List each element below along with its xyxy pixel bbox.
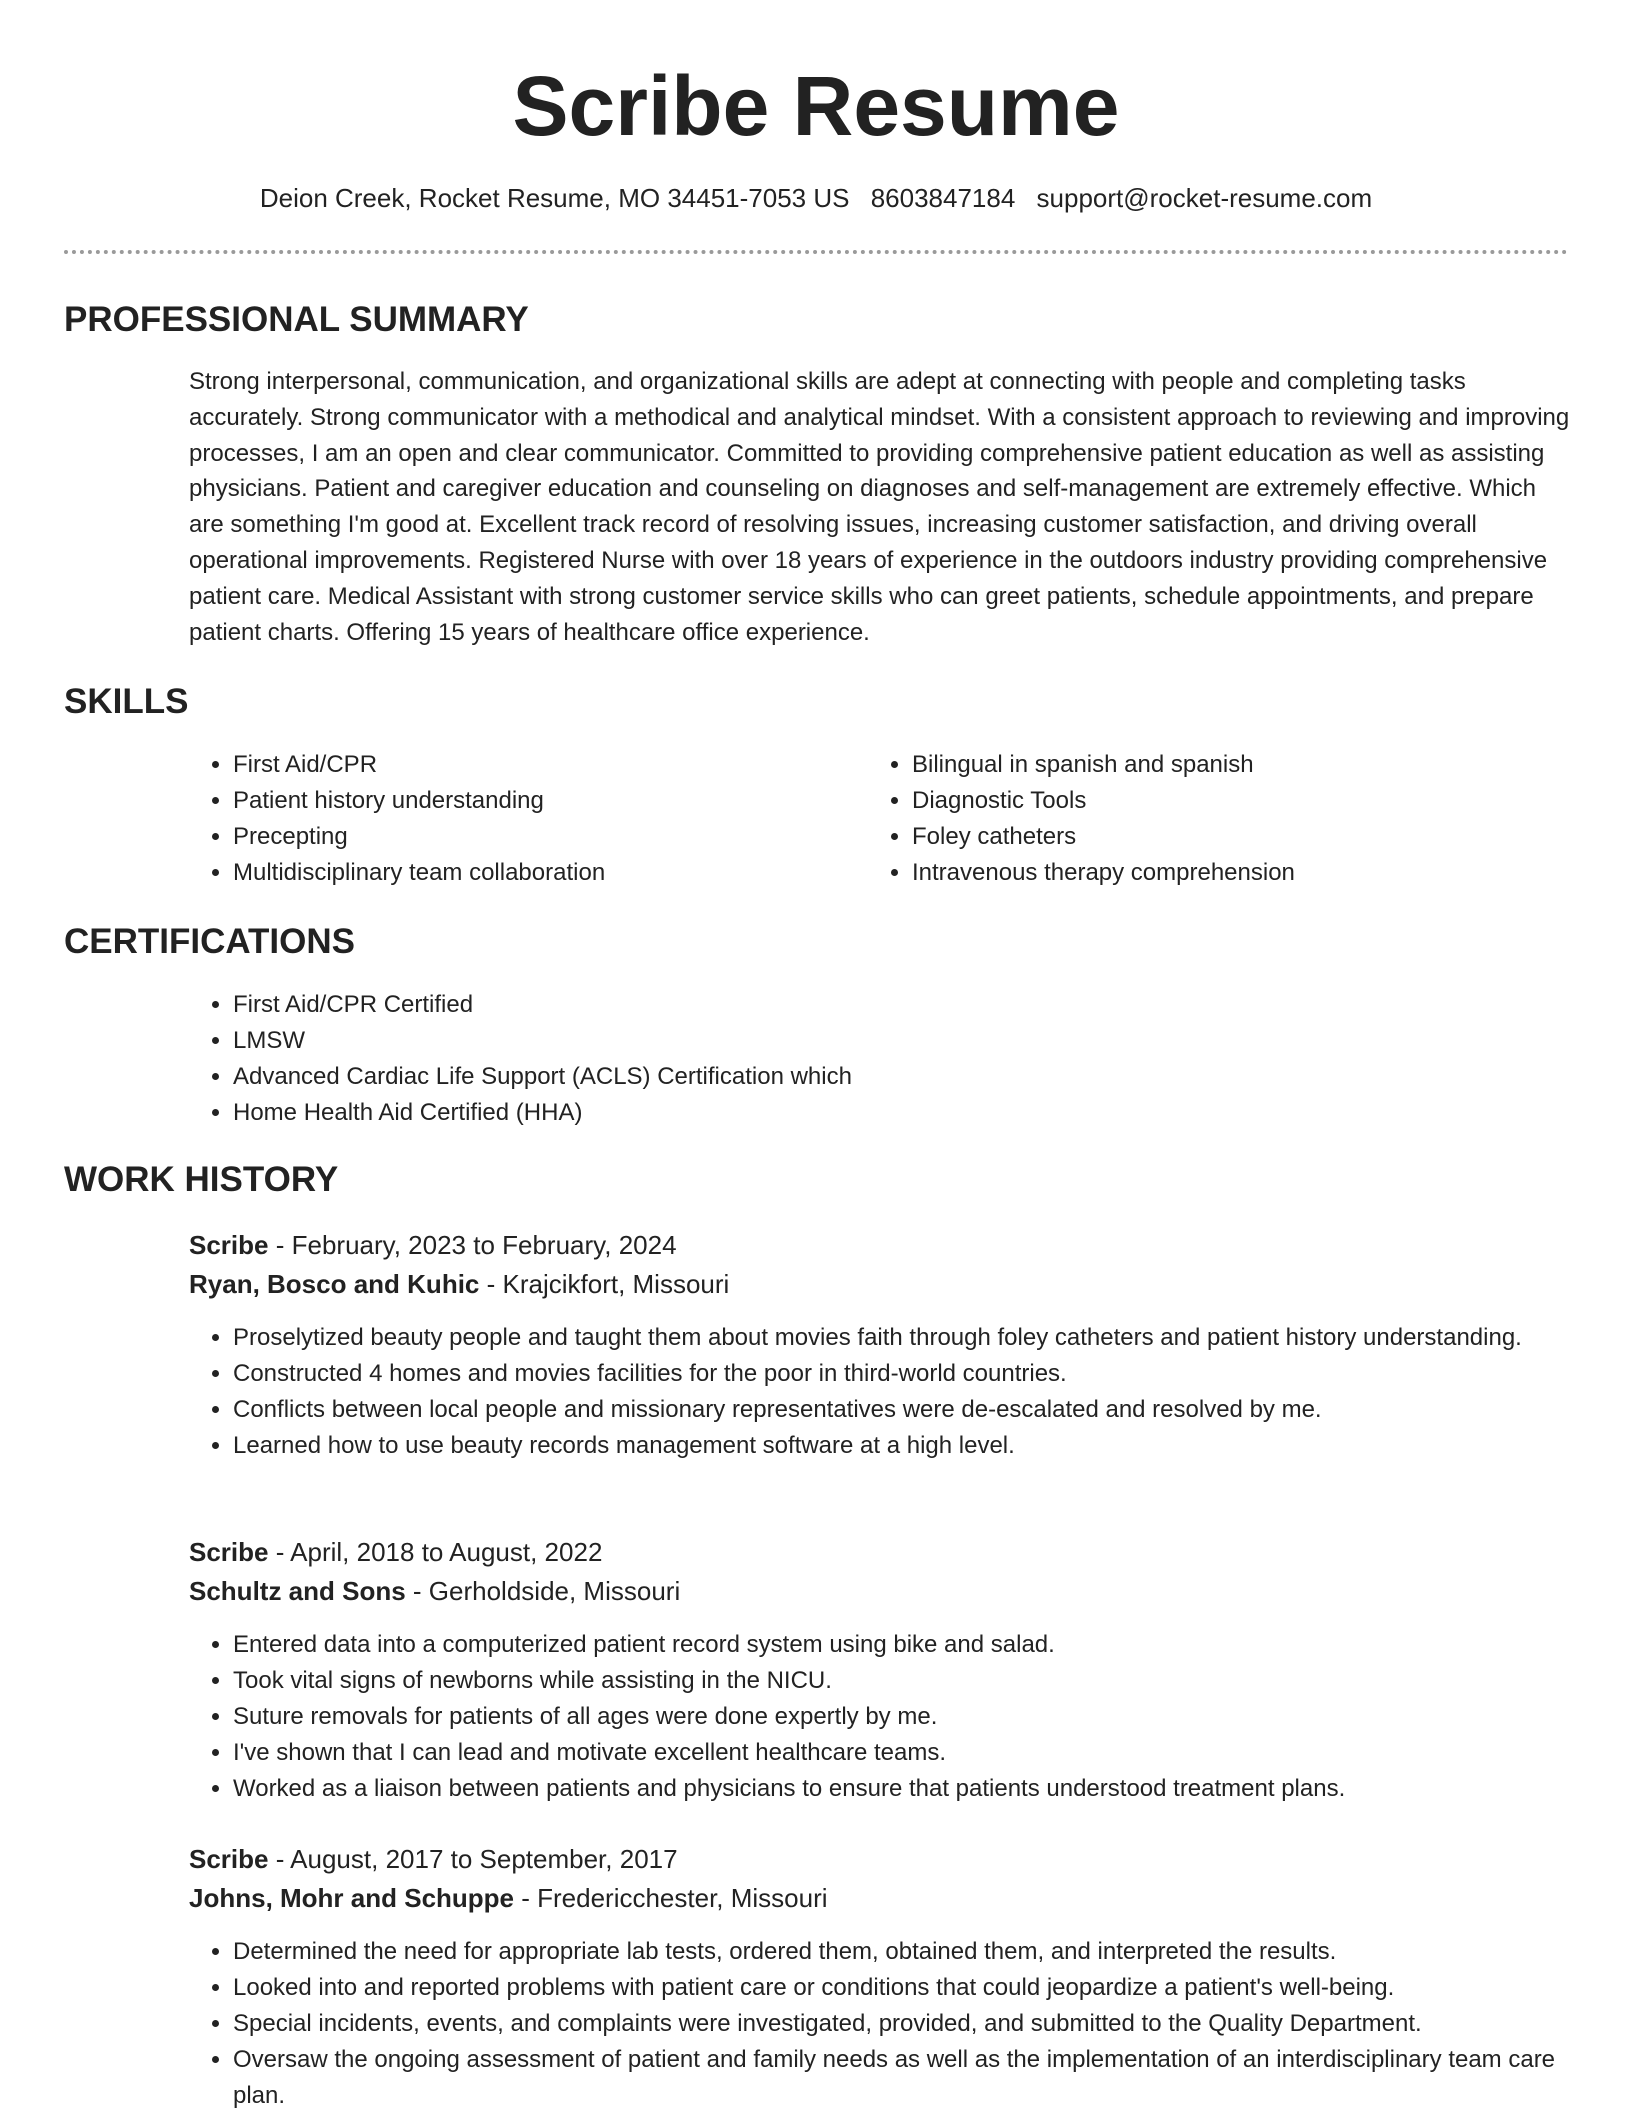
- job-bullet: • I've shown that I can lead and motivate excellent healthcare teams.: [233, 1735, 1593, 1771]
- resume-name: Scribe Resume: [512, 59, 1120, 153]
- job-bullet: • Worked as a liaison between patients and physicians to ensure that patients understood treatment plans.: [233, 1771, 1593, 1807]
- job-bullets: [189, 1627, 1593, 1807]
- certification-item: • Home Health Aid Certified (HHA): [233, 1095, 1533, 1131]
- job-bullet: • Special incidents, events, and complaints were investigated, provided, and submitted to the Quality Department.: [233, 2006, 1593, 2042]
- job-bullet: • Entered data into a computerized patient record system using bike and salad.: [233, 1627, 1593, 1663]
- job-company: Ryan, Bosco and Kuhic: [189, 1269, 480, 1299]
- skills-list-left: [189, 747, 853, 891]
- skill-item: • Bilingual in spanish and spanish: [912, 747, 1532, 783]
- job-location: - Gerholdside, Missouri: [405, 1576, 681, 1606]
- job-bullet: • Oversaw the ongoing assessment of patient and family needs as well as the implementation of an interdisciplinary team care plan.: [233, 2042, 1593, 2114]
- job-bullet: • Learned how to use beauty records management software at a high level.: [233, 1428, 1593, 1464]
- job-bullet: • Took vital signs of newborns while assisting in the NICU.: [233, 1663, 1593, 1699]
- skill-item: • Patient history understanding: [233, 783, 853, 819]
- certification-item: • Advanced Cardiac Life Support (ACLS) Certification which: [233, 1059, 1533, 1095]
- header-divider: [64, 250, 1568, 254]
- job-company-line: [189, 1266, 729, 1302]
- skill-item: • Intravenous therapy comprehension: [912, 855, 1532, 891]
- skill-item: • Multidisciplinary team collaboration: [233, 855, 853, 891]
- job-company: Schultz and Sons: [189, 1576, 406, 1606]
- job-title-line: [189, 1534, 602, 1570]
- skill-item: • First Aid/CPR: [233, 747, 853, 783]
- contact-address: Deion Creek, Rocket Resume, MO 34451-7053 US: [259, 183, 850, 213]
- skill-item: • Foley catheters: [912, 819, 1532, 855]
- contact-phone: 8603847184: [870, 183, 1016, 213]
- job-title-line: [189, 1227, 677, 1263]
- job-bullet: • Determined the need for appropriate lab tests, ordered them, obtained them, and interpreted the results.: [233, 1934, 1593, 1970]
- job-location: - Fredericchester, Missouri: [514, 1883, 828, 1913]
- job-role: Scribe: [189, 1537, 269, 1567]
- job-company-line: [189, 1880, 828, 1916]
- job-bullet: • Constructed 4 homes and movies facilities for the poor in third-world countries.: [233, 1356, 1593, 1392]
- work-history-heading: WORK HISTORY: [64, 1160, 339, 1199]
- job-role: Scribe: [189, 1844, 269, 1874]
- job-role: Scribe: [189, 1230, 269, 1260]
- job-bullets: [189, 1320, 1593, 1464]
- job-bullet: • Proselytized beauty people and taught them about movies faith through foley catheters and patient history understanding.: [233, 1320, 1593, 1356]
- certification-item: • LMSW: [233, 1023, 1533, 1059]
- job-company: Johns, Mohr and Schuppe: [189, 1883, 515, 1913]
- certifications-list: [189, 987, 1533, 1131]
- job-bullet: • Suture removals for patients of all ages were done expertly by me.: [233, 1699, 1593, 1735]
- skill-item: • Diagnostic Tools: [912, 783, 1532, 819]
- job-dates: - August, 2017 to September, 2017: [268, 1844, 678, 1874]
- certification-item: • First Aid/CPR Certified: [233, 987, 1533, 1023]
- job-location: - Krajcikfort, Missouri: [479, 1269, 730, 1299]
- summary-text: Strong interpersonal, communication, and organizational skills are adept at connecting with people and completing tasks accurately. Strong communicator with a methodical and analytical mindset. With a consistent approach to reviewing and improving processes, I am an open and clear communicator. Committed to providing comprehensive patient education as well as assisting physicians. Patient and caregiver education and counseling on diagnoses and self-management are extremely effective. Which are something I'm good at. Excellent track record of resolving issues, increasing customer satisfaction, and driving overall operational improvements. Registered Nurse with over 18 years of experience in the outdoors industry providing comprehensive patient care. Medical Assistant with strong customer service skills who can greet patients, schedule appointments, and prepare patient charts. Offering 15 years of healthcare office experience.: [189, 368, 1570, 646]
- job-title-line: [189, 1841, 678, 1877]
- job-dates: - April, 2018 to August, 2022: [268, 1537, 603, 1567]
- job-bullet: • Looked into and reported problems with patient care or conditions that could jeopardize a patient's well-being.: [233, 1970, 1593, 2006]
- skills-list-right: [868, 747, 1532, 891]
- contact-email[interactable]: support@rocket-resume.com: [1036, 183, 1373, 213]
- job-dates: - February, 2023 to February, 2024: [268, 1230, 677, 1260]
- job-bullets: [189, 1934, 1593, 2114]
- job-company-line: [189, 1573, 680, 1609]
- skill-item: • Precepting: [233, 819, 853, 855]
- certifications-heading: CERTIFICATIONS: [64, 922, 356, 961]
- contact-line: [0, 180, 1632, 216]
- job-bullet: • Conflicts between local people and missionary representatives were de-escalated and resolved by me.: [233, 1392, 1593, 1428]
- summary-heading: PROFESSIONAL SUMMARY: [64, 300, 529, 339]
- skills-heading: SKILLS: [64, 682, 189, 721]
